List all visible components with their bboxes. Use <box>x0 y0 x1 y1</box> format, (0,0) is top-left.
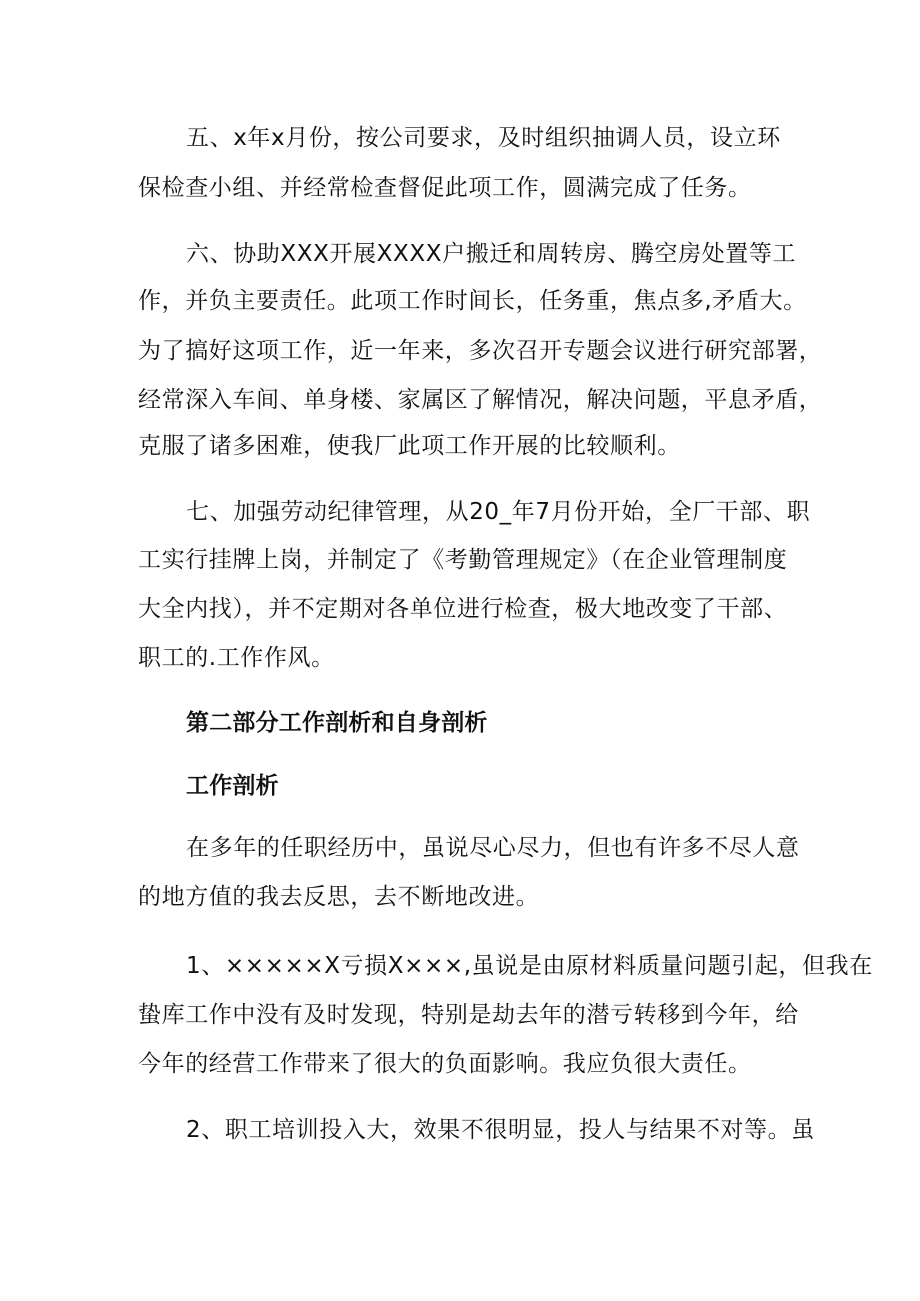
section-heading: 第二部分工作剖析和自身剖析 <box>186 710 488 736</box>
point-1-line-3: 今年的经营工作带来了很大的负面影响。我应负很大责任。 <box>138 1051 752 1077</box>
paragraph-item-6-line-3: 为了搞好这项工作，近一年来，多次召开专题会议进行研究部署， <box>138 338 823 364</box>
subsection-heading: 工作剖析 <box>186 773 279 799</box>
point-2-line-1: 2、职工培训投入大，效果不很明显，投人与结果不对等。虽 <box>186 1117 815 1143</box>
paragraph-item-6-line-5: 克服了诸多困难，使我厂此项工作开展的比较顺利。 <box>138 433 681 459</box>
paragraph-item-7-line-2: 工实行挂牌上岗，并制定了《考勤管理规定》（在企业管理制度 <box>138 547 788 573</box>
paragraph-item-5-line-2: 保检查小组、并经常检查督促此项工作，圆满完成了任务。 <box>138 175 752 201</box>
paragraph-item-6-line-1: 六、协助XXX开展XXXX户搬迁和周转房、腾空房处置等工 <box>186 241 797 267</box>
paragraph-item-7-line-3: 大全内找），并不定期对各单位进行检查，极大地改变了干部、 <box>138 596 788 622</box>
paragraph-item-7-line-4: 职工的.工作作风。 <box>138 645 335 671</box>
paragraph-item-6-line-4: 经常深入车间、单身楼、家属区了解情况，解决问题，平息矛盾， <box>138 387 823 413</box>
paragraph-item-5-line-1: 五、x年x月份，按公司要求，及时组织抽调人员，设立环 <box>186 125 781 151</box>
intro-line-1: 在多年的任职经历中，虽说尽心尽力，但也有许多不尽人意 <box>186 835 800 861</box>
point-1-line-2: 蛰库工作中没有及时发现，特别是劫去年的潜亏转移到今年，给 <box>138 1002 799 1028</box>
intro-line-2: 的地方值的我去反思，去不断地改进。 <box>138 884 540 910</box>
paragraph-item-6-line-2: 作，并负主要责任。此项工作时间长，任务重，焦点多,矛盾大。 <box>138 288 807 314</box>
paragraph-item-7-line-1: 七、加强劳动纪律管理，从20_年7月份开始，全厂干部、职 <box>186 499 811 525</box>
point-1-line-1: 1、×××××X亏损X×××,虽说是由原材料质量问题引起，但我在 <box>186 953 873 979</box>
